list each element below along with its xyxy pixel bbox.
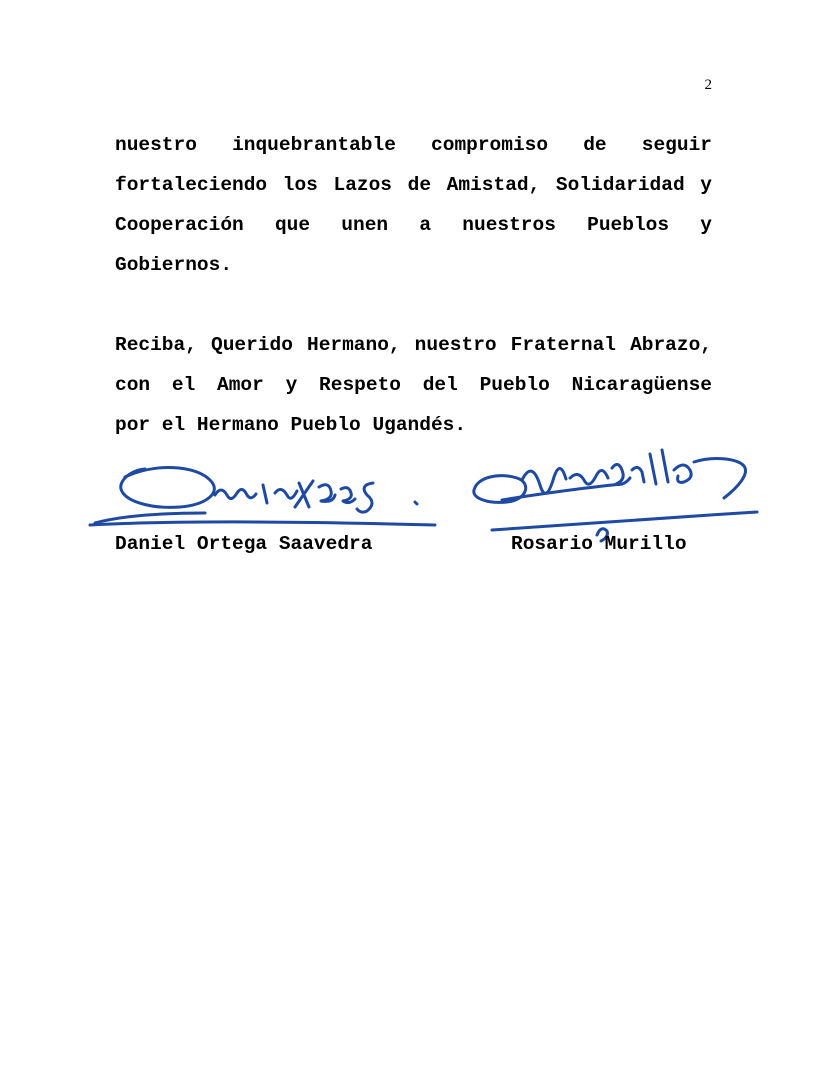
- paragraph-line: fortaleciendo los Lazos de Amistad, Solidaridad y: [115, 174, 712, 196]
- signatory-name-left: Daniel Ortega Saavedra: [115, 533, 373, 555]
- signatory-name-right: Rosario Murillo: [511, 533, 687, 555]
- signature-left-image: [85, 455, 445, 535]
- paragraph-line: con el Amor y Respeto del Pueblo Nicaragüense: [115, 374, 712, 396]
- page-number: 2: [704, 77, 712, 93]
- paragraph-line: Gobiernos.: [115, 254, 233, 276]
- paragraph-line: nuestro inquebrantable compromiso de seguir: [115, 134, 712, 156]
- paragraph-line: Cooperación que unen a nuestros Pueblos y: [115, 214, 712, 236]
- closing-paragraph-1: [115, 125, 712, 285]
- paragraph-line: Reciba, Querido Hermano, nuestro Fraternal Abrazo,: [115, 334, 712, 356]
- paragraph-line: por el Hermano Pueblo Ugandés.: [115, 414, 467, 436]
- closing-paragraph-2: [115, 325, 712, 445]
